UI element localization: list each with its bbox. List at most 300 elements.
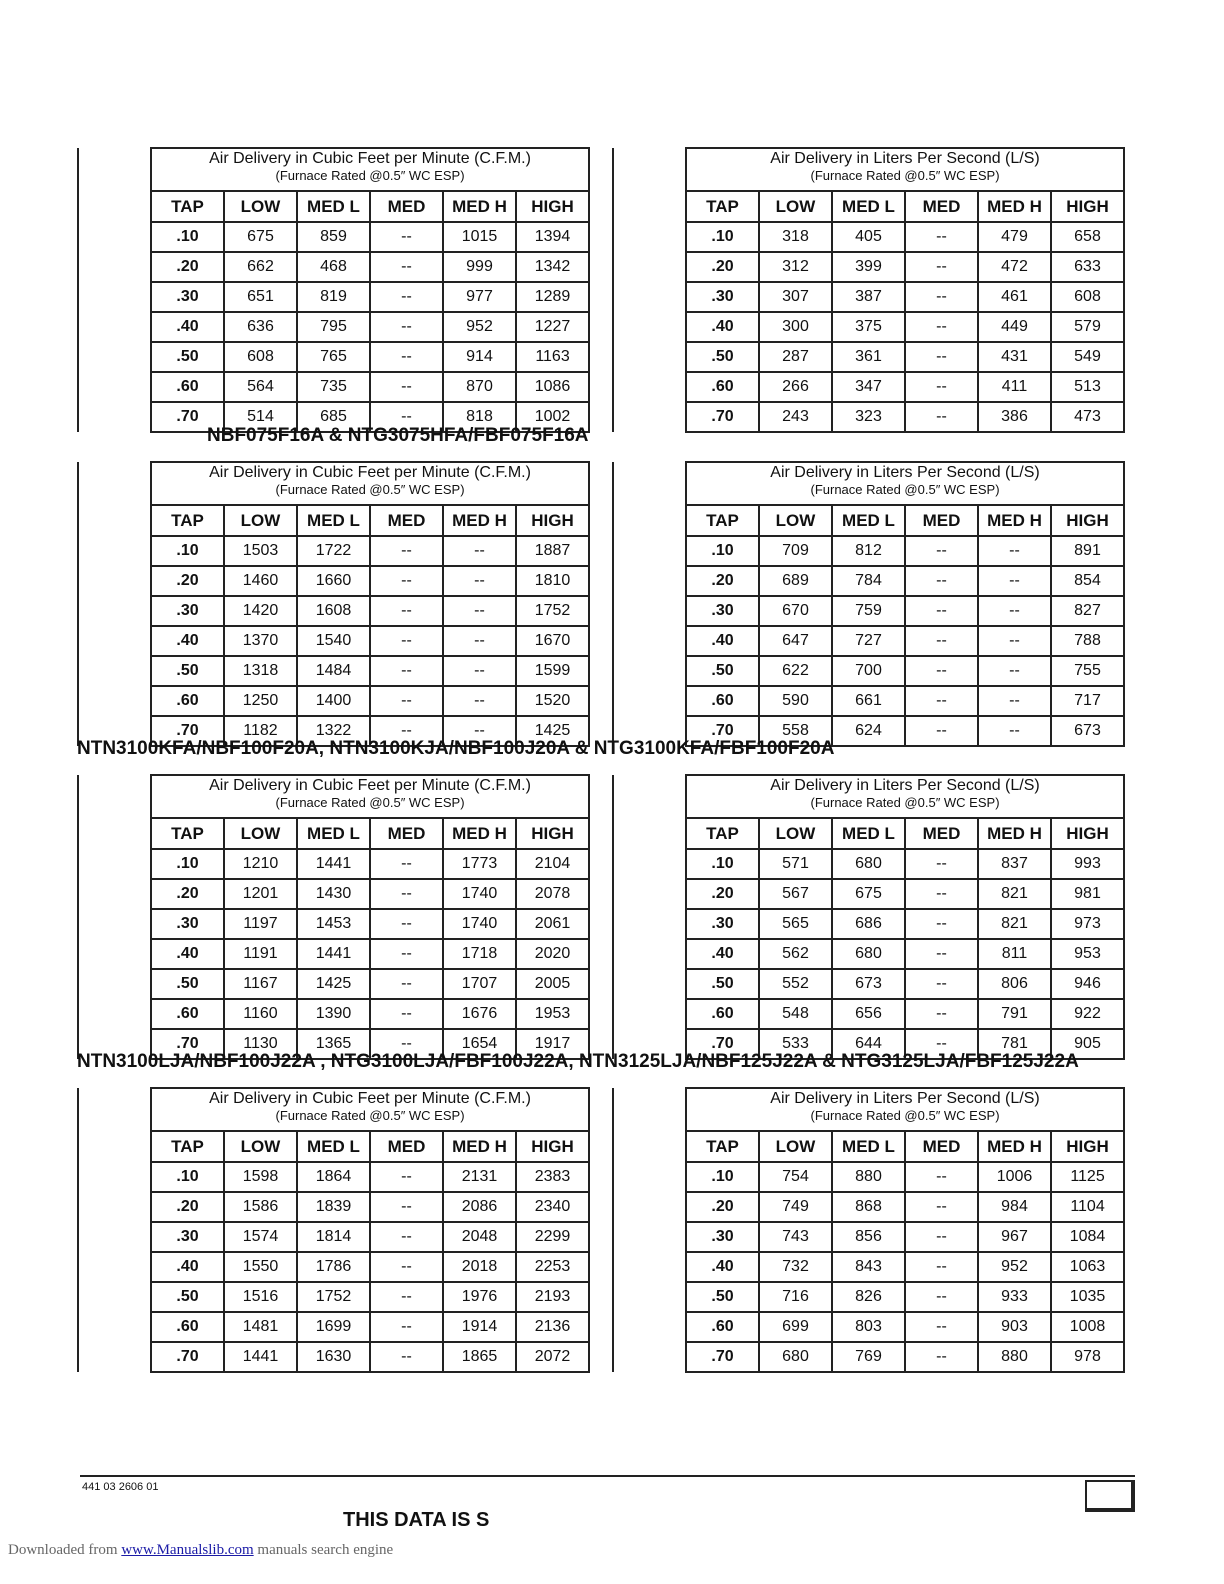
column-header: LOW	[224, 1131, 297, 1162]
ls-table-0	[612, 147, 1125, 433]
value-cell: 765	[297, 342, 370, 372]
column-header: MED L	[297, 191, 370, 222]
value-cell: 399	[832, 252, 905, 282]
value-cell: --	[370, 1192, 443, 1222]
table-row	[613, 1192, 1124, 1222]
value-cell: 533	[759, 1029, 832, 1059]
cfm-table-3	[77, 1087, 590, 1373]
column-header: LOW	[224, 505, 297, 536]
column-header: MED	[905, 191, 978, 222]
value-cell: 1598	[224, 1162, 297, 1192]
tap-cell: .30	[686, 1222, 759, 1252]
value-cell: 1318	[224, 656, 297, 686]
value-cell: --	[905, 282, 978, 312]
value-cell: 1441	[297, 939, 370, 969]
ls-table-header	[686, 1088, 1124, 1131]
value-cell: 680	[832, 849, 905, 879]
value-cell: --	[370, 686, 443, 716]
value-cell: 323	[832, 402, 905, 432]
tap-cell: .30	[151, 909, 224, 939]
table-row	[613, 566, 1124, 596]
tap-cell: .30	[686, 282, 759, 312]
value-cell: 1752	[516, 596, 589, 626]
value-cell: 347	[832, 372, 905, 402]
table-row	[613, 342, 1124, 372]
ls-table-header	[686, 775, 1124, 818]
value-cell: 287	[759, 342, 832, 372]
value-cell: 1191	[224, 939, 297, 969]
value-cell: --	[443, 566, 516, 596]
value-cell: 622	[759, 656, 832, 686]
tap-cell: .10	[686, 536, 759, 566]
value-cell: --	[370, 1252, 443, 1282]
value-cell: --	[370, 536, 443, 566]
row-label-column	[78, 462, 151, 746]
value-cell: 973	[1051, 909, 1124, 939]
value-cell: 1441	[297, 849, 370, 879]
column-header: MED	[905, 818, 978, 849]
value-cell: 1002	[516, 402, 589, 432]
tap-cell: .40	[686, 939, 759, 969]
table-row	[78, 939, 589, 969]
value-cell: 1163	[516, 342, 589, 372]
column-header: HIGH	[516, 191, 589, 222]
table-title: Air Delivery in Liters Per Second (L/S)	[770, 1090, 1040, 1107]
value-cell: --	[978, 536, 1051, 566]
value-cell: --	[905, 596, 978, 626]
tap-cell: .50	[686, 342, 759, 372]
value-cell: --	[370, 312, 443, 342]
value-cell: 387	[832, 282, 905, 312]
tap-cell: .10	[151, 849, 224, 879]
value-cell: 300	[759, 312, 832, 342]
value-cell: --	[905, 939, 978, 969]
value-cell: 859	[297, 222, 370, 252]
value-cell: --	[443, 716, 516, 746]
value-cell: 1520	[516, 686, 589, 716]
tap-cell: .40	[686, 312, 759, 342]
table-row	[613, 1282, 1124, 1312]
value-cell: --	[905, 999, 978, 1029]
table-row	[78, 1192, 589, 1222]
table-row	[78, 969, 589, 999]
value-cell: 769	[832, 1342, 905, 1372]
table-row	[613, 999, 1124, 1029]
value-cell: --	[370, 596, 443, 626]
value-cell: 1084	[1051, 1222, 1124, 1252]
table-title: Air Delivery in Cubic Feet per Minute (C.F.M.)	[209, 464, 531, 481]
value-cell: --	[905, 1222, 978, 1252]
table-row	[613, 282, 1124, 312]
value-cell: 514	[224, 402, 297, 432]
value-cell: 1453	[297, 909, 370, 939]
column-header: MED	[905, 1131, 978, 1162]
table-row	[613, 372, 1124, 402]
value-cell: 1630	[297, 1342, 370, 1372]
tap-cell: .50	[151, 969, 224, 999]
column-header: HIGH	[516, 818, 589, 849]
cfm-table-2	[77, 774, 590, 1060]
column-header: MED L	[297, 1131, 370, 1162]
table-subtitle: (Furnace Rated @0.5″ WC ESP)	[810, 168, 1000, 183]
value-cell: 1586	[224, 1192, 297, 1222]
value-cell: 759	[832, 596, 905, 626]
table-subtitle: (Furnace Rated @0.5″ WC ESP)	[275, 168, 465, 183]
row-label-column	[613, 1088, 686, 1372]
table-row	[78, 1282, 589, 1312]
value-cell: 567	[759, 879, 832, 909]
value-cell: --	[905, 1282, 978, 1312]
value-cell: --	[370, 1162, 443, 1192]
tap-cell: .30	[686, 909, 759, 939]
value-cell: --	[443, 536, 516, 566]
value-cell: 717	[1051, 686, 1124, 716]
value-cell: 880	[978, 1342, 1051, 1372]
value-cell: 405	[832, 222, 905, 252]
page-number-box	[1085, 1480, 1135, 1512]
tap-cell: .30	[151, 282, 224, 312]
column-header: MED H	[978, 818, 1051, 849]
column-header: TAP	[686, 818, 759, 849]
row-label-column	[78, 1088, 151, 1372]
column-header: TAP	[686, 191, 759, 222]
footer-rule	[80, 1475, 1135, 1477]
value-cell: 837	[978, 849, 1051, 879]
value-cell: --	[905, 312, 978, 342]
ls-table-header	[686, 462, 1124, 505]
column-header: MED L	[832, 1131, 905, 1162]
table-row	[78, 252, 589, 282]
value-cell: 868	[832, 1192, 905, 1222]
value-cell: 843	[832, 1252, 905, 1282]
value-cell: 1425	[516, 716, 589, 746]
table-row	[613, 402, 1124, 432]
value-cell: 1740	[443, 879, 516, 909]
value-cell: 1676	[443, 999, 516, 1029]
value-cell: 1914	[443, 1312, 516, 1342]
value-cell: 513	[1051, 372, 1124, 402]
row-label-column	[78, 148, 151, 432]
download-prefix: Downloaded from	[8, 1542, 118, 1558]
value-cell: 608	[224, 342, 297, 372]
tap-cell: .70	[151, 1029, 224, 1059]
value-cell: 819	[297, 282, 370, 312]
table-row	[78, 312, 589, 342]
value-cell: 685	[297, 402, 370, 432]
value-cell: 1289	[516, 282, 589, 312]
table-row	[78, 342, 589, 372]
value-cell: 2299	[516, 1222, 589, 1252]
value-cell: 565	[759, 909, 832, 939]
value-cell: --	[443, 596, 516, 626]
value-cell: 1394	[516, 222, 589, 252]
tap-cell: .30	[151, 1222, 224, 1252]
value-cell: 1574	[224, 1222, 297, 1252]
table-row	[78, 372, 589, 402]
value-cell: 1250	[224, 686, 297, 716]
value-cell: 1400	[297, 686, 370, 716]
value-cell: 984	[978, 1192, 1051, 1222]
value-cell: 784	[832, 566, 905, 596]
tap-cell: .10	[686, 222, 759, 252]
tap-cell: .30	[151, 596, 224, 626]
value-cell: --	[370, 969, 443, 999]
value-cell: 307	[759, 282, 832, 312]
value-cell: --	[905, 372, 978, 402]
value-cell: 1160	[224, 999, 297, 1029]
column-header: HIGH	[1051, 818, 1124, 849]
model-heading: NTN3100LJA/NBF100J22A , NTG3100LJA/FBF100J22A, NTN3125LJA/NBF125J22A & NTG3125LJA/FBF125J22A	[77, 1051, 1079, 1072]
value-cell: 952	[978, 1252, 1051, 1282]
column-header: MED L	[832, 818, 905, 849]
column-header: MED	[370, 505, 443, 536]
ls-table-3	[612, 1087, 1125, 1373]
value-cell: 1865	[443, 1342, 516, 1372]
value-cell: 579	[1051, 312, 1124, 342]
value-cell: 1740	[443, 909, 516, 939]
table-row	[613, 596, 1124, 626]
table-row	[613, 1222, 1124, 1252]
value-cell: 1182	[224, 716, 297, 746]
manualslib-link[interactable]: www.Manualslib.com	[121, 1542, 254, 1558]
row-label-column	[613, 148, 686, 432]
value-cell: --	[370, 1222, 443, 1252]
value-cell: --	[905, 566, 978, 596]
value-cell: --	[905, 1252, 978, 1282]
value-cell: 1773	[443, 849, 516, 879]
column-header: MED H	[443, 1131, 516, 1162]
value-cell: 1420	[224, 596, 297, 626]
table-title: Air Delivery in Liters Per Second (L/S)	[770, 464, 1040, 481]
value-cell: --	[905, 1029, 978, 1059]
tap-cell: .70	[151, 716, 224, 746]
value-cell: 564	[224, 372, 297, 402]
table-row	[78, 656, 589, 686]
tap-cell: .70	[151, 1342, 224, 1372]
value-cell: 361	[832, 342, 905, 372]
value-cell: --	[905, 1162, 978, 1192]
value-cell: 854	[1051, 566, 1124, 596]
column-header: TAP	[686, 505, 759, 536]
value-cell: 1810	[516, 566, 589, 596]
value-cell: 880	[832, 1162, 905, 1192]
value-cell: --	[978, 686, 1051, 716]
table-row	[78, 1342, 589, 1372]
column-header: MED H	[443, 505, 516, 536]
value-cell: --	[905, 1192, 978, 1222]
table-row	[613, 1342, 1124, 1372]
value-cell: --	[905, 686, 978, 716]
value-cell: 473	[1051, 402, 1124, 432]
cfm-table-0	[77, 147, 590, 433]
value-cell: 686	[832, 909, 905, 939]
column-header: LOW	[224, 191, 297, 222]
value-cell: 548	[759, 999, 832, 1029]
value-cell: 806	[978, 969, 1051, 999]
column-header: MED H	[978, 505, 1051, 536]
value-cell: 791	[978, 999, 1051, 1029]
value-cell: --	[370, 909, 443, 939]
column-header: LOW	[759, 191, 832, 222]
value-cell: 1342	[516, 252, 589, 282]
cfm-table-header	[151, 1088, 589, 1131]
table-row	[613, 879, 1124, 909]
value-cell: 479	[978, 222, 1051, 252]
tap-cell: .50	[686, 969, 759, 999]
value-cell: 661	[832, 686, 905, 716]
value-cell: 449	[978, 312, 1051, 342]
value-cell: 2131	[443, 1162, 516, 1192]
table-row	[78, 1222, 589, 1252]
value-cell: --	[905, 909, 978, 939]
row-label-column	[613, 775, 686, 1059]
tap-cell: .60	[151, 1312, 224, 1342]
ls-table-1	[612, 461, 1125, 747]
table-row	[613, 909, 1124, 939]
table-row	[78, 282, 589, 312]
value-cell: 827	[1051, 596, 1124, 626]
tap-cell: .10	[686, 849, 759, 879]
column-header: MED L	[297, 505, 370, 536]
value-cell: --	[370, 342, 443, 372]
value-cell: 1441	[224, 1342, 297, 1372]
value-cell: 2193	[516, 1282, 589, 1312]
tap-cell: .40	[686, 1252, 759, 1282]
value-cell: --	[905, 402, 978, 432]
value-cell: 1130	[224, 1029, 297, 1059]
column-header: MED H	[443, 818, 516, 849]
table-row	[78, 849, 589, 879]
value-cell: --	[370, 1029, 443, 1059]
value-cell: 647	[759, 626, 832, 656]
value-cell: 662	[224, 252, 297, 282]
row-label-column	[613, 462, 686, 746]
table-row	[613, 939, 1124, 969]
value-cell: --	[978, 656, 1051, 686]
value-cell: --	[370, 999, 443, 1029]
tap-cell: .40	[686, 626, 759, 656]
table-row	[613, 686, 1124, 716]
value-cell: --	[370, 939, 443, 969]
tap-cell: .20	[686, 252, 759, 282]
value-cell: 2340	[516, 1192, 589, 1222]
value-cell: 562	[759, 939, 832, 969]
value-cell: 977	[443, 282, 516, 312]
value-cell: 781	[978, 1029, 1051, 1059]
column-header: HIGH	[1051, 1131, 1124, 1162]
table-row	[613, 536, 1124, 566]
table-title: Air Delivery in Cubic Feet per Minute (C.F.M.)	[209, 1090, 531, 1107]
value-cell: 1976	[443, 1282, 516, 1312]
value-cell: 644	[832, 1029, 905, 1059]
table-row	[78, 909, 589, 939]
table-title: Air Delivery in Cubic Feet per Minute (C.F.M.)	[209, 150, 531, 167]
table-subtitle: (Furnace Rated @0.5″ WC ESP)	[275, 795, 465, 810]
value-cell: 431	[978, 342, 1051, 372]
value-cell: 870	[443, 372, 516, 402]
value-cell: 1953	[516, 999, 589, 1029]
value-cell: --	[905, 716, 978, 746]
table-row	[613, 1312, 1124, 1342]
value-cell: 1707	[443, 969, 516, 999]
table-row	[78, 566, 589, 596]
value-cell: 981	[1051, 879, 1124, 909]
value-cell: 670	[759, 596, 832, 626]
column-header: TAP	[686, 1131, 759, 1162]
table-row	[78, 1162, 589, 1192]
value-cell: 461	[978, 282, 1051, 312]
value-cell: --	[370, 1282, 443, 1312]
value-cell: 636	[224, 312, 297, 342]
table-subtitle: (Furnace Rated @0.5″ WC ESP)	[810, 482, 1000, 497]
table-row	[613, 849, 1124, 879]
value-cell: 1599	[516, 656, 589, 686]
value-cell: 1322	[297, 716, 370, 746]
column-header: LOW	[759, 818, 832, 849]
column-header: MED	[905, 505, 978, 536]
tap-cell: .10	[151, 222, 224, 252]
value-cell: 905	[1051, 1029, 1124, 1059]
value-cell: 2253	[516, 1252, 589, 1282]
value-cell: 411	[978, 372, 1051, 402]
table-row	[78, 1312, 589, 1342]
value-cell: 795	[297, 312, 370, 342]
column-header: MED H	[978, 1131, 1051, 1162]
value-cell: 1718	[443, 939, 516, 969]
value-cell: 735	[297, 372, 370, 402]
value-cell: --	[370, 566, 443, 596]
value-cell: --	[370, 656, 443, 686]
value-cell: 2136	[516, 1312, 589, 1342]
value-cell: 952	[443, 312, 516, 342]
value-cell: --	[370, 402, 443, 432]
column-header: MED	[370, 191, 443, 222]
value-cell: 1125	[1051, 1162, 1124, 1192]
table-subtitle: (Furnace Rated @0.5″ WC ESP)	[810, 1108, 1000, 1123]
table-row	[613, 969, 1124, 999]
value-cell: 1167	[224, 969, 297, 999]
value-cell: --	[978, 626, 1051, 656]
value-cell: --	[905, 536, 978, 566]
value-cell: 812	[832, 536, 905, 566]
value-cell: 624	[832, 716, 905, 746]
download-attribution	[8, 1542, 393, 1559]
value-cell: 1540	[297, 626, 370, 656]
value-cell: 673	[832, 969, 905, 999]
value-cell: 1839	[297, 1192, 370, 1222]
value-cell: 1390	[297, 999, 370, 1029]
value-cell: 709	[759, 536, 832, 566]
value-cell: 914	[443, 342, 516, 372]
value-cell: --	[905, 969, 978, 999]
tap-cell: .60	[686, 372, 759, 402]
value-cell: 788	[1051, 626, 1124, 656]
value-cell: 1015	[443, 222, 516, 252]
value-cell: 946	[1051, 969, 1124, 999]
value-cell: 1460	[224, 566, 297, 596]
tap-cell: .20	[151, 879, 224, 909]
table-row	[613, 222, 1124, 252]
cfm-table-header	[151, 775, 589, 818]
tap-cell: .40	[151, 626, 224, 656]
value-cell: --	[370, 282, 443, 312]
tap-cell: .60	[151, 686, 224, 716]
value-cell: 658	[1051, 222, 1124, 252]
value-cell: 1227	[516, 312, 589, 342]
value-cell: 571	[759, 849, 832, 879]
column-header: LOW	[759, 505, 832, 536]
value-cell: 266	[759, 372, 832, 402]
